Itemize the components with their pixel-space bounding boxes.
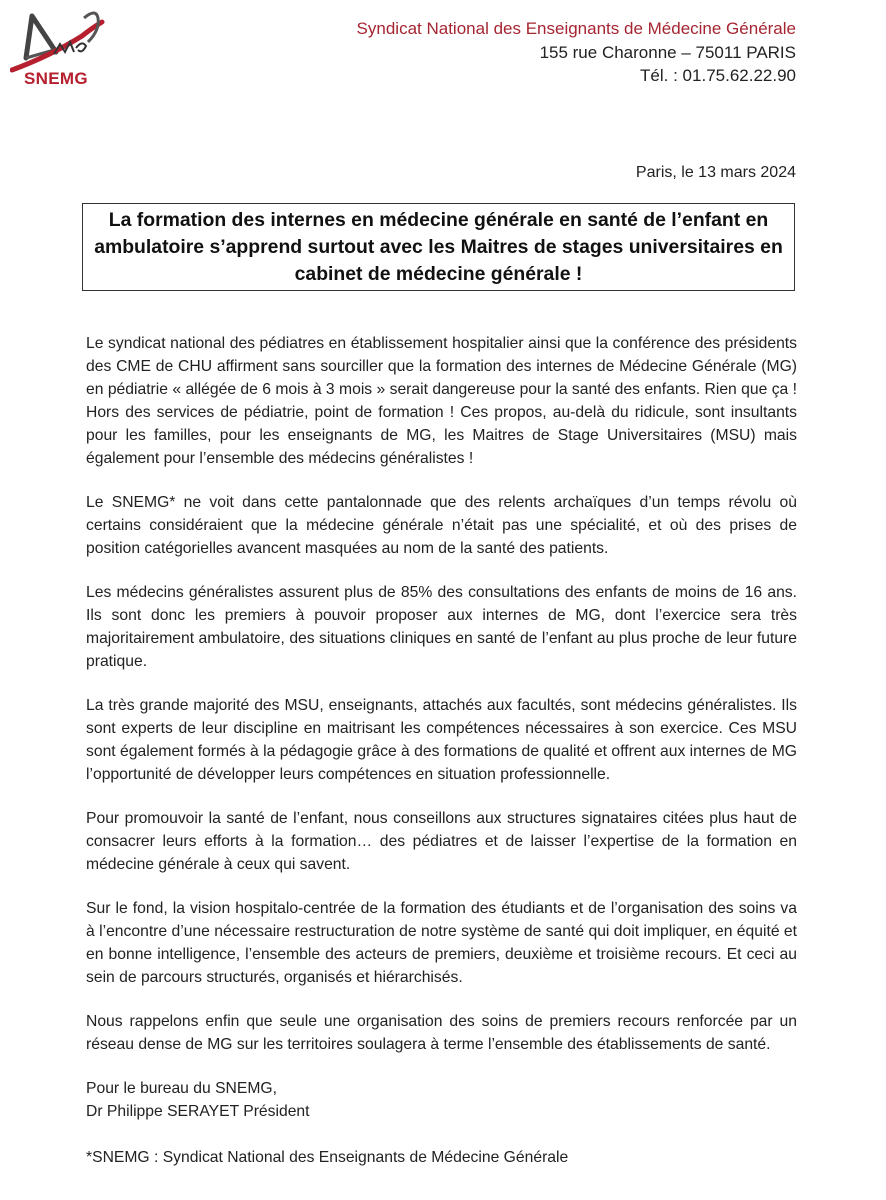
logo-mark-icon [10,8,110,78]
logo-text: SNEMG [24,69,88,88]
header-organization: Syndicat National des Enseignants de Médecine Générale [356,19,796,38]
paragraph: Nous rappelons enfin que seule une organisation des soins de premiers recours renforcée par un réseau dense de MG sur les territoires soulagera à terme l’ensemble des établissements de santé. [86,1013,797,1053]
date-line: Paris, le 13 mars 2024 [635,164,796,181]
paragraph: Le SNEMG* ne voit dans cette pantalonnade que des relents archaïques d’un temps révolu où certains considéraient que la médecine générale n’était pas une spécialité, et où des prises de position catégorielles avancent masquées au nom de la santé des patients. [86,494,797,557]
paragraph: Le syndicat national des pédiatres en établissement hospitalier ainsi que la conférence des présidents des CME de CHU affirment sans sourciller que la formation des internes de Médecine Générale (MG) en pédiatrie « allégée de 6 mois à 3 mois » serait dangereuse pour la santé des enfants. Rien que ça ! Hors des services de pédiatrie, point de formation ! Ces propos, au-delà du ridicule, sont insultants pour les familles, pour les enseignants de MG, les Maitres de Stage Universitaires (MSU) mais également pour l’ensemble des médecins généralistes ! [86,335,797,467]
header-address: 155 rue Charonne – 75011 PARIS [539,43,796,62]
paragraph: Pour promouvoir la santé de l’enfant, nous conseillons aux structures signataires citées plus haut de consacrer leurs efforts à la formation… des pédiatres et de laisser l’expertise de la formation en médecine générale à ceux qui savent. [86,810,797,873]
signature-line-2: Dr Philippe SERAYET Président [86,1103,310,1120]
paragraph: Sur le fond, la vision hospitalo-centrée de la formation des étudiants et de l’organisation des soins va à l’encontre d’une nécessaire restructuration de notre système de santé qui doit impliquer, en équité et en bonne intelligence, l’ensemble des acteurs de premiers, deuxième et troisième recours. Et ceci au sein de parcours structurés, organisés et hiérarchisés. [86,900,797,986]
snemg-logo [10,8,110,88]
paragraph: La très grande majorité des MSU, enseignants, attachés aux facultés, sont médecins généralistes. Ils sont experts de leur discipline en maitrisant les compétences nécessaires à son exercice. Ces MSU sont également formés à la pédagogie grâce à des formations de qualité et offrent aux internes de MG l’opportunité de développer leurs compétences en situation professionnelle. [86,697,797,783]
document-body [86,332,797,1169]
paragraph: Les médecins généralistes assurent plus de 85% des consultations des enfants de moins de 16 ans. Ils sont donc les premiers à pouvoir proposer aux internes de MG, dont l’exercice sera très majoritairement ambulatoire, des situations cliniques en santé de l’enfant au plus proche de leur future pratique. [86,584,797,670]
signature-line-1: Pour le bureau du SNEMG, [86,1080,277,1097]
header-phone: Tél. : 01.75.62.22.90 [640,66,796,85]
title-box [82,203,795,291]
document-title: La formation des internes en médecine générale en santé de l’enfant en ambulatoire s’apprend surtout avec les Maitres de stages universitaires en cabinet de médecine générale ! [94,208,783,285]
footnote: *SNEMG : Syndicat National des Enseignants de Médecine Générale [86,1149,569,1166]
